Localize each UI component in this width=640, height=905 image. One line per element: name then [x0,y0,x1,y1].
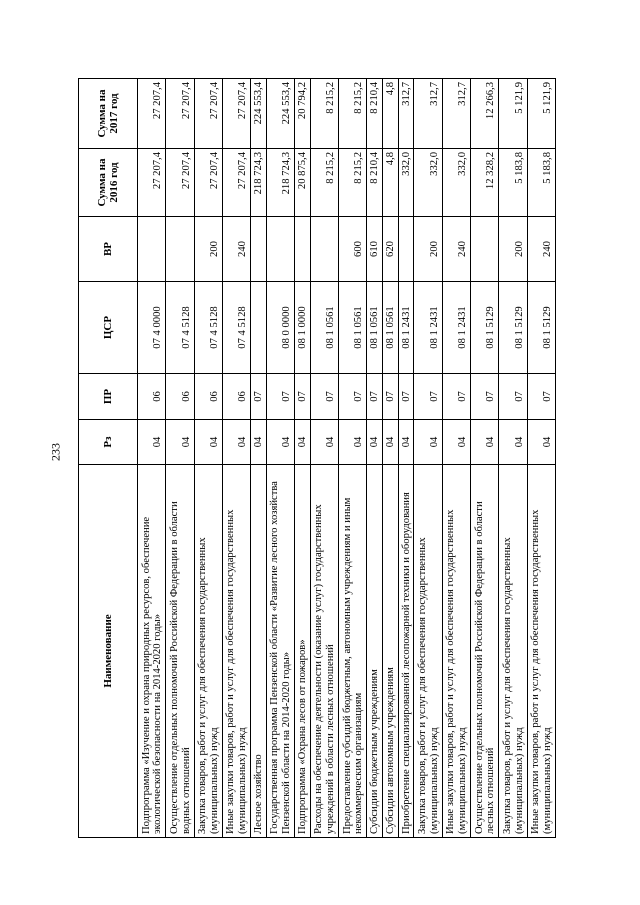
cell-rz: 04 [222,420,250,465]
table-row [266,79,294,838]
header-sum-2017: Сумма на 2017 год [79,79,138,149]
cell-rz: 04 [138,420,166,465]
cell-name: Расходы на обеспечение деятельности (оказание услуг) государственных учреждений в области лесных отношений [310,465,338,838]
cell-rz: 04 [266,420,294,465]
cell-sum-2016: 218 724,3 [266,149,294,217]
cell-sum-2016: 218 724,3 [251,149,267,217]
cell-name: Приобретение специализированной лесопожарной техники и оборудования [398,465,414,838]
table-row [166,79,194,838]
cell-sum-2016: 8 215,2 [310,149,338,217]
table-row [295,79,311,838]
table-row [339,79,367,838]
cell-rz: 04 [251,420,267,465]
cell-vr [310,217,338,282]
cell-name: Закупка товаров, работ и услуг для обеспечения государственных (муниципальных) нужд [194,465,222,838]
cell-sum-2016: 12 328,2 [470,149,498,217]
cell-sum-2016: 27 207,4 [222,149,250,217]
cell-sum-2016: 27 207,4 [166,149,194,217]
cell-vr [251,217,267,282]
cell-sum-2017: 27 207,4 [166,79,194,149]
cell-name: Предоставление субсидий бюджетным, автономным учреждениям и иным некоммерческим организациям [339,465,367,838]
table-row [138,79,166,838]
cell-pr: 07 [470,374,498,420]
cell-sum-2017: 27 207,4 [194,79,222,149]
cell-name: Лесное хозяйство [251,465,267,838]
cell-rz: 04 [194,420,222,465]
cell-csr: 08 1 2431 [398,282,414,374]
cell-sum-2017: 312,7 [442,79,470,149]
cell-sum-2017: 8 210,4 [367,79,383,149]
cell-csr: 08 1 5129 [527,282,555,374]
cell-vr [295,217,311,282]
cell-csr: 08 1 0561 [310,282,338,374]
cell-name: Подпрограмма «Изучение и охрана природных ресурсов, обеспечение экологической безопасности на 2014-2020 годы» [138,465,166,838]
table-row [310,79,338,838]
cell-sum-2016: 5 183,8 [499,149,527,217]
cell-name: Закупка товаров, работ и услуг для обеспечения государственных (муниципальных) нужд [414,465,442,838]
cell-vr [138,217,166,282]
cell-vr: 200 [499,217,527,282]
table-row [194,79,222,838]
cell-csr [251,282,267,374]
cell-pr: 07 [310,374,338,420]
cell-csr: 07 4 0000 [138,282,166,374]
cell-sum-2017: 27 207,4 [138,79,166,149]
header-rz: Рз [79,420,138,465]
table-row [414,79,442,838]
cell-rz: 04 [527,420,555,465]
cell-csr: 08 1 5129 [470,282,498,374]
header-name: Наименование [79,465,138,838]
cell-rz: 04 [310,420,338,465]
cell-sum-2016: 27 207,4 [194,149,222,217]
header-sum-2016: Сумма на 2016 год [79,149,138,217]
cell-sum-2016: 4,8 [383,149,399,217]
cell-sum-2017: 5 121,9 [527,79,555,149]
cell-sum-2017: 4,8 [383,79,399,149]
cell-rz: 04 [398,420,414,465]
cell-pr: 07 [295,374,311,420]
cell-pr: 07 [442,374,470,420]
cell-csr: 08 1 0000 [295,282,311,374]
cell-sum-2016: 27 207,4 [138,149,166,217]
cell-sum-2017: 20 794,2 [295,79,311,149]
table-row [367,79,383,838]
cell-vr: 200 [194,217,222,282]
cell-pr: 07 [527,374,555,420]
cell-pr: 07 [339,374,367,420]
cell-sum-2017: 8 215,2 [310,79,338,149]
table-row [222,79,250,838]
cell-csr: 08 1 0561 [367,282,383,374]
cell-sum-2017: 312,7 [398,79,414,149]
cell-name: Иные закупки товаров, работ и услуг для обеспечения государственных (муниципальных) нужд [527,465,555,838]
cell-rz: 04 [339,420,367,465]
cell-sum-2017: 312,7 [414,79,442,149]
cell-pr: 07 [414,374,442,420]
cell-sum-2017: 12 266,3 [470,79,498,149]
cell-pr: 07 [266,374,294,420]
cell-vr [470,217,498,282]
cell-vr: 600 [339,217,367,282]
cell-name: Субсидии автономным учреждениям [383,465,399,838]
header-pr: ПР [79,374,138,420]
budget-table [78,78,556,838]
table-row [398,79,414,838]
header-vr: ВР [79,217,138,282]
cell-name: Субсидии бюджетным учреждениям [367,465,383,838]
cell-sum-2016: 8 215,2 [339,149,367,217]
cell-rz: 04 [295,420,311,465]
cell-sum-2016: 5 183,8 [527,149,555,217]
cell-csr: 08 1 0561 [339,282,367,374]
table-row [527,79,555,838]
cell-sum-2017: 27 207,4 [222,79,250,149]
table-row [442,79,470,838]
cell-sum-2017: 8 215,2 [339,79,367,149]
table-row [499,79,527,838]
cell-vr: 240 [527,217,555,282]
cell-pr: 06 [138,374,166,420]
header-csr: ЦСР [79,282,138,374]
cell-vr [398,217,414,282]
cell-vr: 610 [367,217,383,282]
cell-sum-2017: 224 553,4 [266,79,294,149]
cell-sum-2016: 332,0 [442,149,470,217]
cell-csr: 07 4 5128 [194,282,222,374]
cell-csr: 08 1 5129 [499,282,527,374]
cell-pr: 06 [194,374,222,420]
cell-name: Иные закупки товаров, работ и услуг для обеспечения государственных (муниципальных) нужд [442,465,470,838]
cell-csr: 08 1 2431 [414,282,442,374]
cell-pr: 07 [367,374,383,420]
cell-sum-2016: 20 875,4 [295,149,311,217]
cell-sum-2017: 5 121,9 [499,79,527,149]
cell-name: Иные закупки товаров, работ и услуг для обеспечения государственных (муниципальных) нужд [222,465,250,838]
cell-csr: 08 1 2431 [442,282,470,374]
cell-rz: 04 [499,420,527,465]
cell-vr [166,217,194,282]
table-row [470,79,498,838]
cell-name: Осуществление отдельных полномочий Российской Федерации в области водных отношений [166,465,194,838]
cell-name: Закупка товаров, работ и услуг для обеспечения государственных (муниципальных) нужд [499,465,527,838]
cell-sum-2016: 332,0 [414,149,442,217]
cell-rz: 04 [166,420,194,465]
cell-csr: 07 4 5128 [222,282,250,374]
cell-vr: 240 [222,217,250,282]
cell-csr: 07 4 5128 [166,282,194,374]
cell-csr: 08 1 0561 [383,282,399,374]
cell-sum-2017: 224 553,4 [251,79,267,149]
cell-csr: 08 0 0000 [266,282,294,374]
cell-sum-2016: 8 210,4 [367,149,383,217]
cell-rz: 04 [383,420,399,465]
cell-sum-2016: 332,0 [398,149,414,217]
cell-rz: 04 [470,420,498,465]
cell-pr: 07 [398,374,414,420]
cell-vr [266,217,294,282]
page-number: 233 [48,443,63,461]
table-row [251,79,267,838]
cell-name: Подпрограмма «Охрана лесов от пожаров» [295,465,311,838]
cell-rz: 04 [442,420,470,465]
cell-rz: 04 [414,420,442,465]
cell-pr: 06 [166,374,194,420]
cell-vr: 200 [414,217,442,282]
cell-name: Осуществление отдельных полномочий Российской Федерации в области лесных отношений [470,465,498,838]
cell-pr: 07 [499,374,527,420]
table-header-row [79,79,138,838]
table-row [383,79,399,838]
cell-name: Государственная программа Пензенской области «Развитие лесного хозяйства Пензенской области на 2014-2020 годы» [266,465,294,838]
cell-pr: 07 [251,374,267,420]
rotated-page-content [78,79,556,838]
cell-pr: 07 [383,374,399,420]
cell-vr: 620 [383,217,399,282]
cell-pr: 06 [222,374,250,420]
cell-rz: 04 [367,420,383,465]
cell-vr: 240 [442,217,470,282]
